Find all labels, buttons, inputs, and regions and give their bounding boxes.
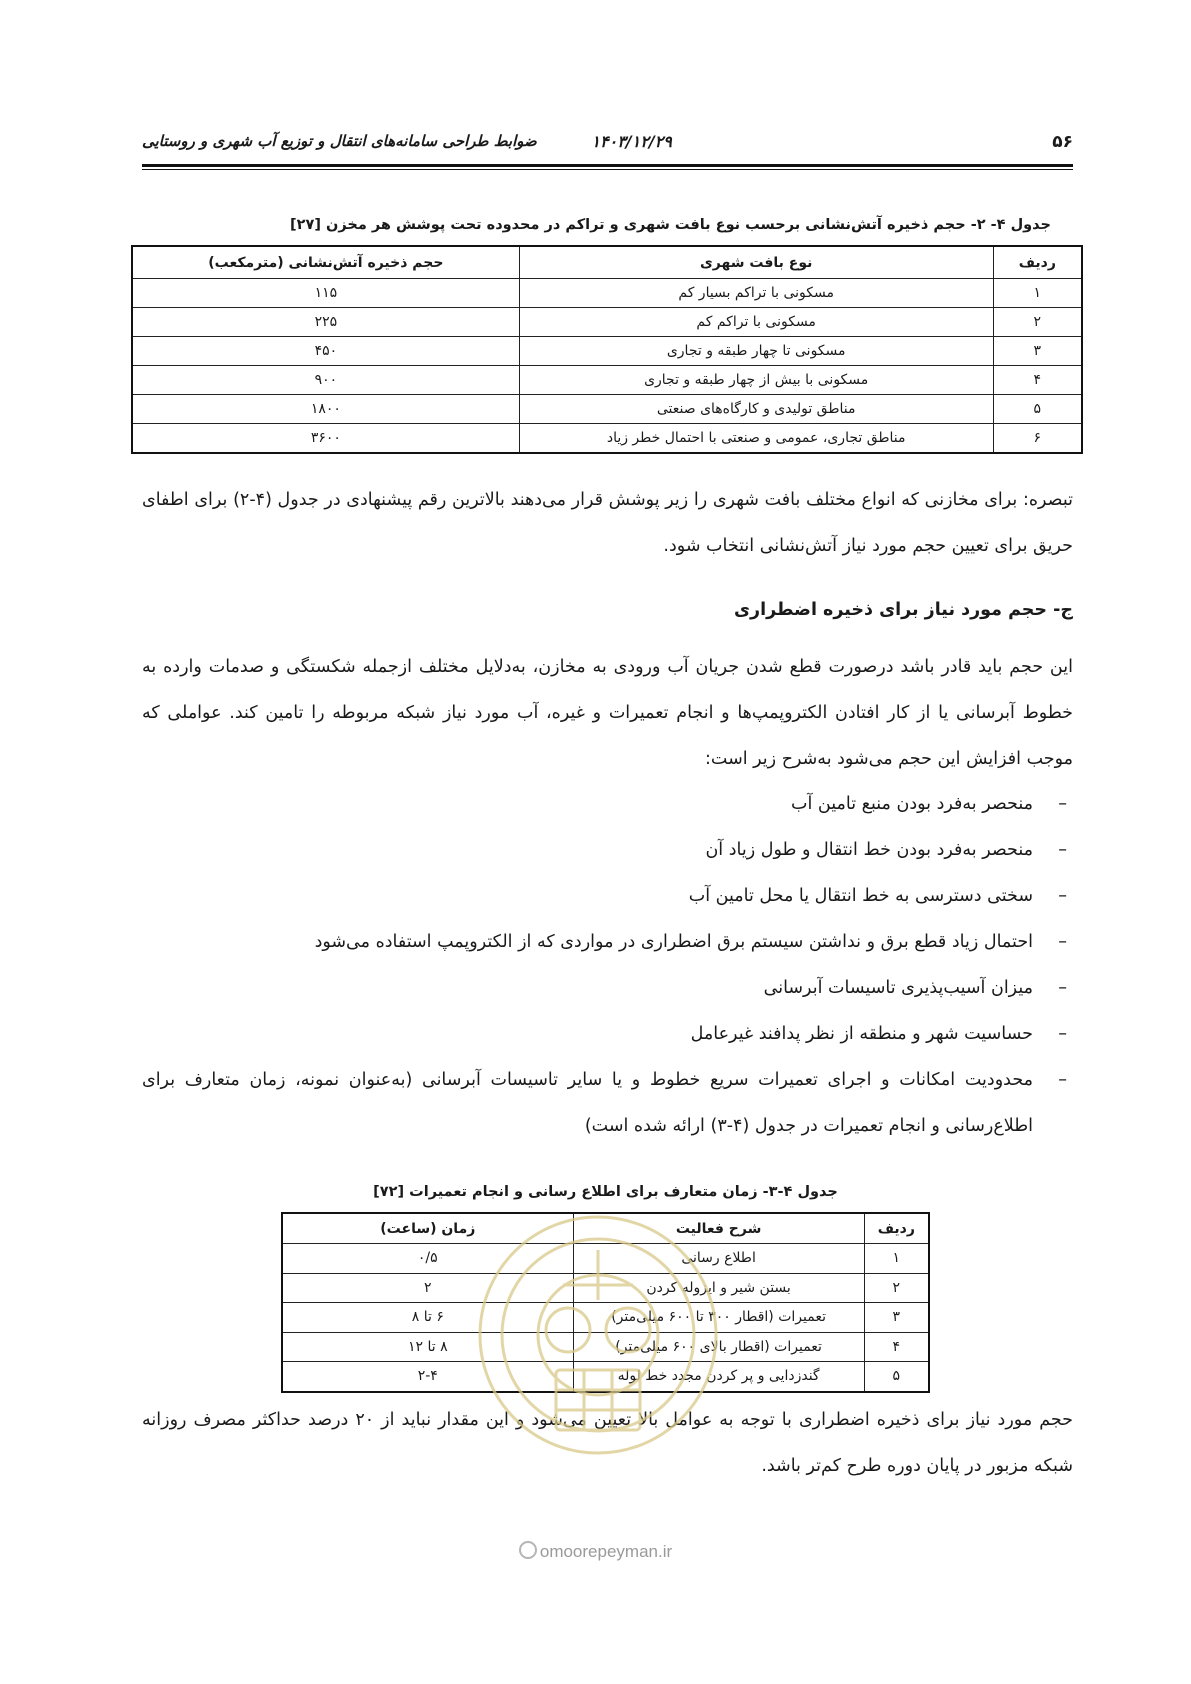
fire-reserve-table [131,245,1083,454]
urban-fabric: مناطق تجاری، عمومی و صنعتی با احتمال خطر زیاد [519,424,993,454]
row-number: ۳ [993,337,1082,366]
table2-header-cell: زمان (ساعت) [282,1213,573,1244]
row-number: ۶ [993,424,1082,454]
header-title: ضوابط طراحی سامانه‌های انتقال و توزیع آب شهری و روستایی [142,132,537,150]
list-item [142,1011,1073,1057]
list-dash: – [1058,886,1067,906]
activity: اطلاع رسانی [573,1244,864,1274]
header-date: ۱۴۰۳/۱۲/۲۹ [591,132,672,151]
list-item [142,919,1073,965]
table2-header-cell: شرح فعالیت [573,1213,864,1244]
table1-header-row [132,246,1082,279]
list-dash: – [1058,794,1067,814]
fire-volume: ۲۲۵ [132,308,519,337]
urban-fabric: مسکونی با تراکم کم [519,308,993,337]
activity: تعمیرات (اقطار بالای ۶۰۰ میلی‌متر) [573,1332,864,1362]
table-row [132,308,1082,337]
row-number: ۵ [864,1362,929,1392]
urban-fabric: مسکونی با تراکم بسیار کم [519,279,993,308]
table1-caption: جدول ۴- ۲- حجم ذخیره آتش‌نشانی برحسب نوع بافت شهری و تراکم در محدوده تحت پوشش هر مخزن [۲۷] [290,217,1051,233]
duration: ۶ تا ۸ [282,1303,573,1333]
list-dash: – [1058,1070,1067,1090]
fire-volume: ۴۵۰ [132,337,519,366]
urban-fabric: مسکونی تا چهار طبقه و تجاری [519,337,993,366]
row-number: ۳ [864,1303,929,1333]
table2-caption: جدول ۴-۳- زمان متعارف برای اطلاع رسانی و انجام تعمیرات [۷۲] [373,1184,838,1200]
page-number: ۵۶ [1052,132,1073,152]
watermark-site-text: omoorepeyman.ir [539,1542,673,1561]
activity: بستن شیر و ایزوله کردن [573,1273,864,1303]
duration: ۸ تا ۱۲ [282,1332,573,1362]
list-item-text: حساسیت شهر و منطقه از نظر پدافند غیرعامل [690,1024,1033,1044]
section-paragraph: این حجم باید قادر باشد درصورت قطع شدن جریان آب ورودی به مخازن، به‌دلایل مختلف ازجمله شکستگی و صدمات وارده به خطوط آبرسانی یا از کار افتادن الکتروپمپ‌ها و انجام تعمیرات و غیره، آب مورد نیاز شبکه مربوطه را تامین کند. عواملی که موجب افزایش این حجم می‌شود به‌شرح زیر است: [142,657,1073,769]
activity: تعمیرات (اقطار ۳۰۰ تا ۶۰۰ میلی‌متر) [573,1303,864,1333]
urban-fabric: مناطق تولیدی و کارگاه‌های صنعتی [519,395,993,424]
list-item-text: محدودیت امکانات و اجرای تعمیرات سریع خطوط و یا سایر تاسیسات آبرسانی (به‌عنوان نمونه، زمان متعارف برای اطلاع‌رسانی و انجام تعمیرات در جدول (۴-۳) ارائه شده است) [142,1070,1033,1136]
list-item-text: منحصر به‌فرد بودن منبع تامین آب [791,794,1033,814]
table-row [132,279,1082,308]
list-item-text: سختی دسترسی به خط انتقال یا محل تامین آب [688,886,1033,906]
row-number: ۴ [864,1332,929,1362]
table1-header-cell: ردیف [993,246,1082,279]
fire-volume: ۱۱۵ [132,279,519,308]
list-dash: – [1058,932,1067,952]
duration: ۲ [282,1273,573,1303]
header-rule-thick [142,164,1073,167]
row-number: ۵ [993,395,1082,424]
table2-header-cell: ردیف [864,1213,929,1244]
list-dash: – [1058,1024,1067,1044]
note-paragraph: تبصره: برای مخازنی که انواع مختلف بافت شهری را زیر پوشش قرار می‌دهند بالاترین رقم پیشنهادی در جدول (۴-۲) برای اطفای حریق برای تعیین حجم مورد نیاز آتش‌نشانی انتخاب شود. [142,490,1074,556]
list-dash: – [1058,840,1067,860]
table-row [132,337,1082,366]
list-item [142,873,1073,919]
row-number: ۴ [993,366,1082,395]
stamp-watermark-icon [468,1190,728,1490]
duration: ۰/۵ [282,1244,573,1274]
row-number: ۱ [864,1244,929,1274]
list-item [142,827,1073,873]
watermark-logo-icon [519,1541,537,1559]
list-item-text: احتمال زیاد قطع برق و نداشتن سیستم برق اضطراری در مواردی که از الکتروپمپ استفاده می‌شود [314,932,1033,952]
section-heading: ج- حجم مورد نیاز برای ذخیره اضطراری [733,600,1073,620]
list-item-text: منحصر به‌فرد بودن خط انتقال و طول زیاد آن [705,840,1033,860]
closing-paragraph: حجم مورد نیاز برای ذخیره اضطراری با توجه به عوامل بالا تعیین می‌شود و این مقدار نباید از ۲۰ درصد حداکثر مصرف روزانه شبکه مزبور در پایان دوره طرح کم‌تر باشد. [142,1410,1073,1476]
fire-volume: ۱۸۰۰ [132,395,519,424]
list-item [142,1057,1073,1149]
row-number: ۱ [993,279,1082,308]
factor-list [142,781,1073,1149]
list-item-text: میزان آسیب‌پذیری تاسیسات آبرسانی [763,978,1033,998]
table-row [132,395,1082,424]
page-header [142,128,1073,158]
watermark-site [0,1541,1191,1562]
fire-volume: ۳۶۰۰ [132,424,519,454]
table1-header-cell: نوع بافت شهری [519,246,993,279]
table1-header-cell: حجم ذخیره آتش‌نشانی (مترمکعب) [132,246,519,279]
urban-fabric: مسکونی با بیش از چهار طبقه و تجاری [519,366,993,395]
row-number: ۲ [864,1273,929,1303]
activity: گندزدایی و پر کردن مجدد خط لوله [573,1362,864,1392]
duration: ۲-۴ [282,1362,573,1392]
list-dash: – [1058,978,1067,998]
fire-volume: ۹۰۰ [132,366,519,395]
table-row [132,366,1082,395]
row-number: ۲ [993,308,1082,337]
list-item [142,965,1073,1011]
list-item [142,781,1073,827]
table-row [132,424,1082,454]
header-rule-thin [142,169,1073,170]
